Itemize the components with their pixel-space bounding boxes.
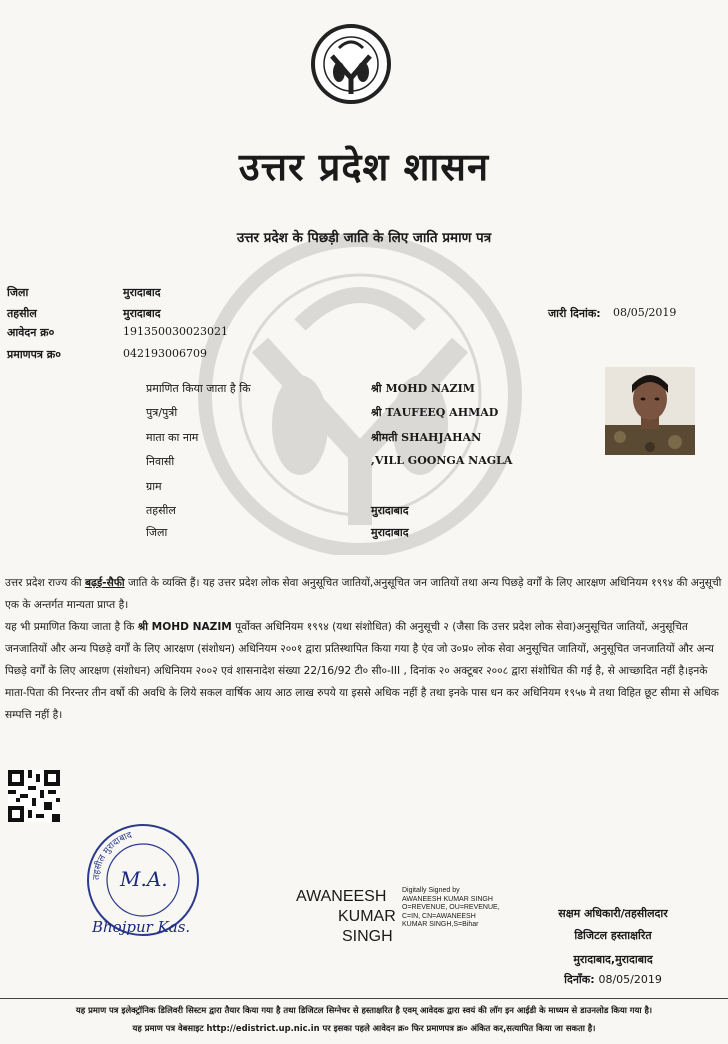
paragraph-text: पूर्वोक्त अधिनियम १९९४ (यथा संशोधित) की अनुसूची २ (जैसा कि उत्तर प्रदेश लोक सेवा)अनुसूचित जातियों, अनुसूचित जनजातियों और अन्य पिछड़े वर्गों के लिए आरक्षण (संशोधन) अधिनियम २००१ द्वारा प्रतिस्थापित किया गया है एंव जो उ०प्र० लोक सेवा अनुसूचित जातियों, अनुसूचित जनजातियों और अन्य पिछड़े वर्गों के लिए आरक्षण (संशोधन) अधिनियम २००२ एवं शासनादेश संख्या 22/16/92 टी० सी०-III , दिनांक २० अक्टूबर २००८ द्वारा संशोधित की गई है, से आच्छादित नहीं है।इनके माता-पिता की निरन्तर तीन वर्षो की अवधि के लिये सकल वार्षिक आय आठ लाख रुपये या इससे अधिक नहीं है तथा इनके पास धन कर अधिनियम १९५७ मे तथा विहित छूट सीमा से अधिक सम्पत्ति नहीं है। [5,621,719,721]
page-title: उत्तर प्रदेश शासन [238,145,490,189]
signer-name-line: SINGH [342,928,393,945]
signature-detail-line: O=REVENUE, OU=REVENUE, [402,904,500,912]
detail-label: माता का नाम [146,431,199,444]
up-govt-emblem-icon [310,22,392,110]
paragraph-text: यह भी प्रमाणित किया जाता है कि [5,621,138,633]
detail-row [146,454,546,474]
caste-name: बढ़ई-सैफी [84,577,125,589]
issue-date-value: 08/05/2019 [613,306,677,319]
detail-row [146,525,546,545]
stamp-initials: M.A. [120,867,168,891]
detail-label: जिला [146,526,168,539]
applicant-name: श्री MOHD NAZIM [137,621,232,633]
signature-detail-line: Digitally Signed by [402,887,460,894]
detail-row [146,479,546,499]
signature-detail-line: C=IN, CN=AWANEESH [402,912,476,920]
detail-value: श्रीमती SHAHJAHAN [371,431,482,444]
date-label: दिनाँक: [564,973,595,986]
digitally-signed-label: डिजिटल हस्ताक्षरित [574,929,652,942]
signature-detail-line: KUMAR SINGH,S=Bihar [402,921,479,929]
district-label: जिला [7,286,29,299]
detail-row [146,381,546,401]
date-value: 08/05/2019 [598,973,662,986]
qr-code [8,770,60,822]
detail-row [146,430,546,450]
signer-name-line: KUMAR [338,908,396,925]
application-number-value: 191350030023021 [123,325,228,338]
authority-designation: सक्षम अधिकारी/तहसीलदार [558,907,668,920]
detail-label: पुत्र/पुत्री [146,406,178,419]
tehsil-label: तहसील [7,307,37,320]
detail-value: ,VILL GOONGA NAGLA [371,454,513,467]
caste-paragraph [5,572,723,616]
detail-row [146,503,546,523]
certification-paragraph [5,616,723,726]
digital-signature-details [402,887,522,930]
signature-detail-line: AWANEESH KUMAR SINGH [402,895,493,903]
handwritten-note: Bhojpur Kas. [92,918,191,936]
detail-row [146,405,546,425]
detail-value: मुरादाबाद [371,504,409,517]
certificate-number-label: प्रमाणपत्र क्र० [7,348,61,361]
application-number-label: आवेदन क्र० [7,326,55,339]
stamp-ring-text: तहसील मुरादाबाद [91,830,134,881]
footer-verification: यह प्रमाण पत्र वेबसाइट http://edistrict.up.nic.in पर इसका पहले आवेदन क्र० फिर प्रमाणपत्र क्र० अंकित कर,सत्यापित किया जा सकता है। [132,1023,596,1033]
detail-label: तहसील [146,504,176,517]
detail-value: मुरादाबाद [371,526,409,539]
footer-divider [0,998,728,999]
footer-note: यह प्रमाण पत्र इलेक्ट्रॉनिक डिलिवरी सिस्टम द्वारा तैयार किया गया है तथा डिजिटल सिग्नेचर से हस्ताक्षरित है एवम् आवेदक द्वारा स्वयं की लॉग इन आईडी के माध्यम से डाउनलोड किया गया है। [75,1005,653,1015]
signer-name-line: AWANEESH [296,888,387,905]
applicant-photo [605,367,695,455]
detail-value: श्री MOHD NAZIM [371,382,475,395]
detail-value: श्री TAUFEEQ AHMAD [371,406,499,419]
paragraph-text: उत्तर प्रदेश राज्य की [5,577,85,589]
tehsil-value: मुरादाबाद [123,307,161,320]
detail-label: ग्राम [146,480,162,493]
official-stamp [78,820,208,940]
certificate-number-value: 042193006709 [123,347,207,360]
authority-date [528,972,698,987]
paragraph-text: जाति के व्यक्ति हैं। यह उत्तर प्रदेश लोक सेवा अनुसूचित जातियों,अनुसूचित जन जातियों तथा अन्य पिछड़े वर्गों के लिए आरक्षण अधिनियम १९९४ की अनुसूची एक के अन्तर्गत मान्यता प्राप्त है। [5,577,722,611]
issue-date-label: जारी दिनांक: [548,307,601,320]
detail-label: प्रमाणित किया जाता है कि [146,382,251,395]
certificate-subtitle: उत्तर प्रदेश के पिछड़ी जाति के लिए जाति प्रमाण पत्र [236,230,492,246]
authority-location: मुरादाबाद,मुरादाबाद [573,953,653,966]
detail-label: निवासी [146,455,175,468]
district-value: मुरादाबाद [123,286,161,299]
